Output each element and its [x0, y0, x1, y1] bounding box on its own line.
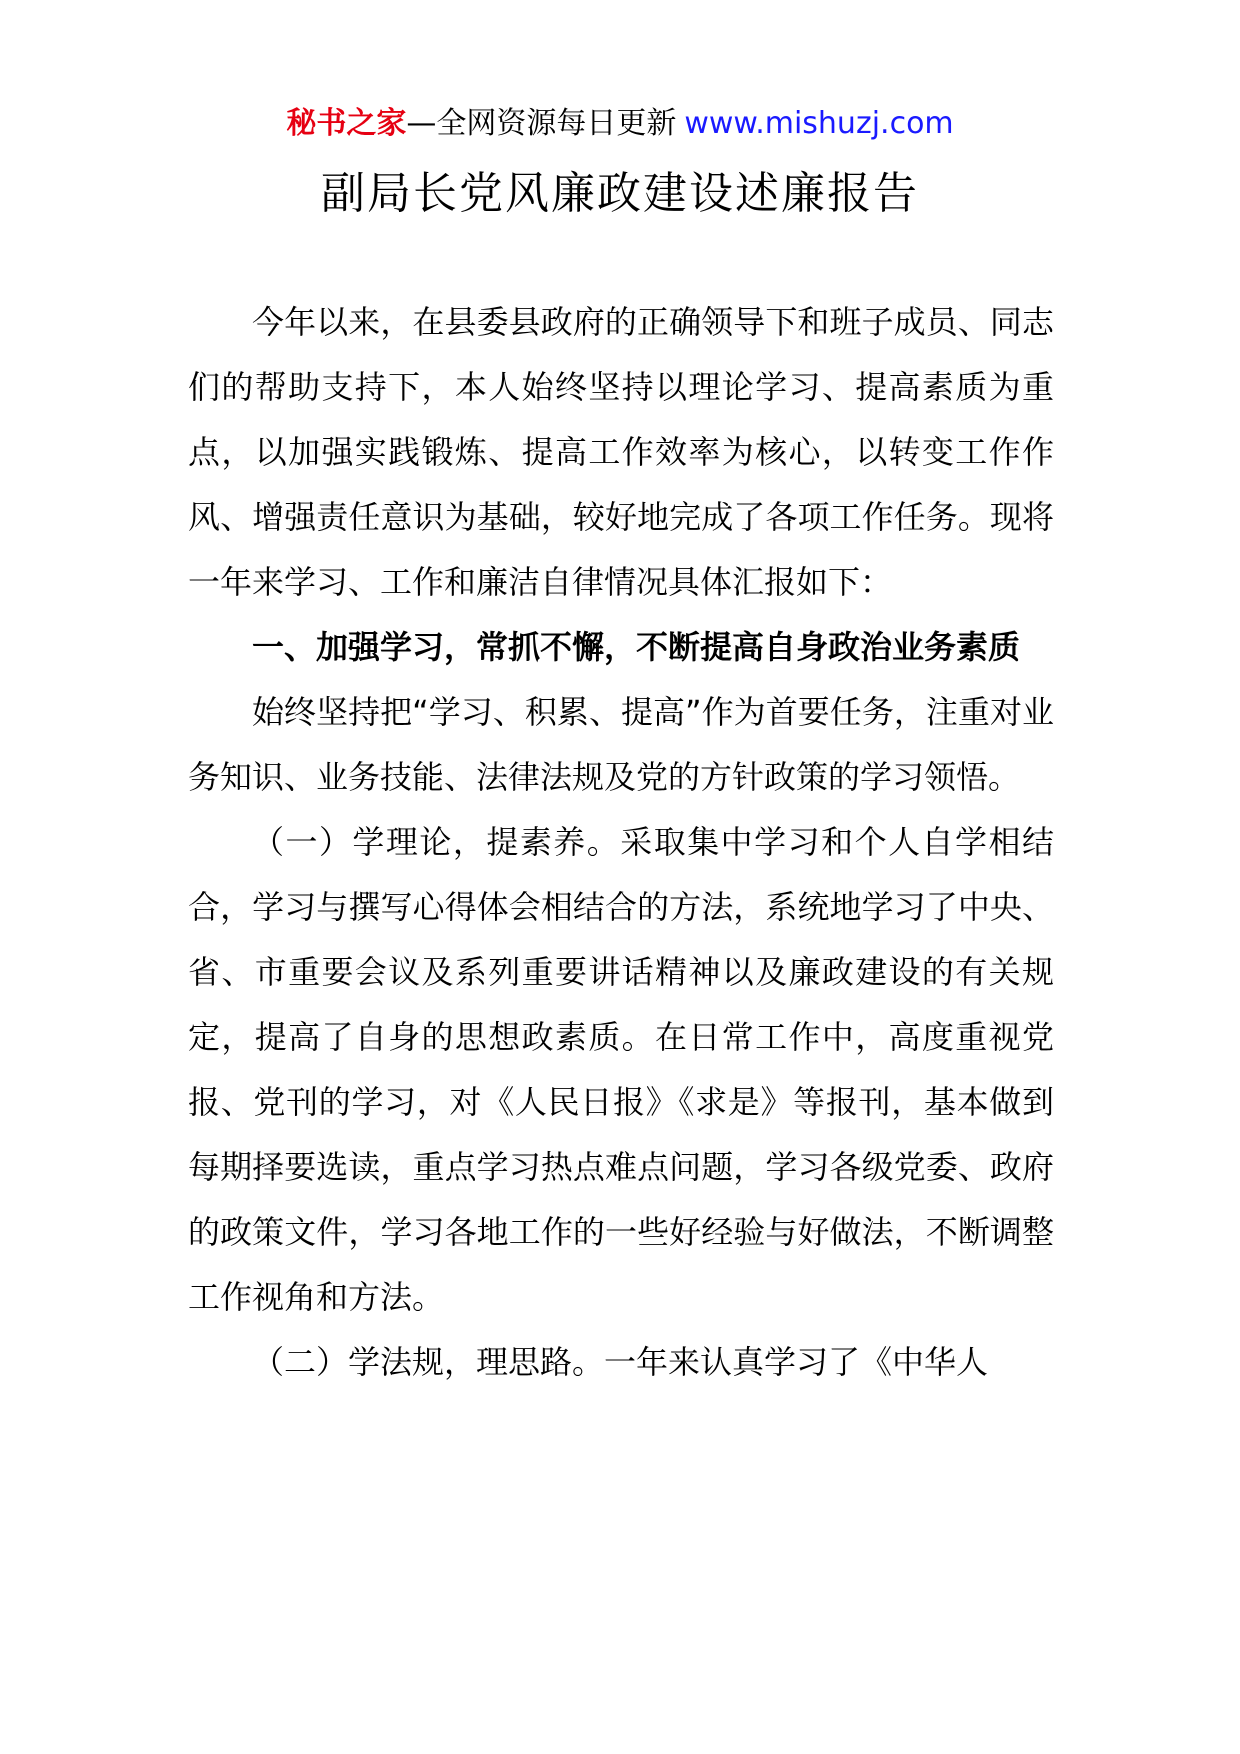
- paragraph-theory: （一）学理论，提素养。采取集中学习和个人自学相结合，学习与撰写心得体会相结合的方法，系统地学习了中央、省、市重要会议及系列重要讲话精神以及廉政建设的有关规定，提高了自身的思想政素质。在日常工作中，高度重视党报、党刊的学习，对《人民日报》《求是》等报刊，基本做到每期择要选读，重点学习热点难点问题，学习各级党委、政府的政策文件，学习各地工作的一些好经验与好做法，不断调整工作视角和方法。: [188, 823, 1054, 1316]
- site-slogan: —全网资源每日更新: [406, 106, 677, 141]
- paragraph-regulations: （二）学法规，理思路。一年来认真学习了《中华人: [252, 1343, 989, 1381]
- site-name: 秘书之家: [286, 106, 407, 141]
- document-body: [188, 290, 1054, 1395]
- paragraph-intro: 今年以来，在县委县政府的正确领导下和班子成员、同志们的帮助支持下，本人始终坚持以理论学习、提高素质为重点，以加强实践锻炼、提高工作效率为核心，以转变工作作风、增强责任意识为基础，较好地完成了各项工作任务。现将一年来学习、工作和廉洁自律情况具体汇报如下：: [188, 303, 1054, 601]
- site-url-link[interactable]: www.mishuzj.com: [684, 106, 954, 141]
- section-heading-1: 一、加强学习，常抓不懈，不断提高自身政治业务素质: [252, 628, 1021, 666]
- document-title: 副局长党风廉政建设述廉报告: [321, 168, 919, 219]
- paragraph-study-summary: 始终坚持把“学习、积累、提高”作为首要任务，注重对业务知识、业务技能、法律法规及党的方针政策的学习领悟。: [188, 693, 1054, 796]
- site-header: [0, 104, 1240, 144]
